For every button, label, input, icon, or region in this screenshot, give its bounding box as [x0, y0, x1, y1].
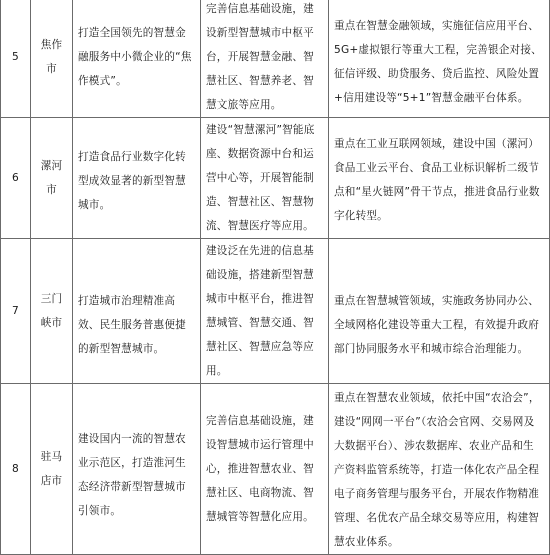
- city-name: 漯河市: [31, 118, 73, 239]
- goal-text: 打造食品行业数字化转型成效显著的新型智慧城市。: [73, 118, 201, 239]
- infrastructure-text: 建设“智慧漯河”智能底座、数据资源中台和运营中心等，开展智能制造、智慧社区、智慧物流、智慧医疗等应用。: [201, 118, 329, 239]
- infrastructure-text: 完善信息基础设施，建设智慧城市运行管理中心，推进智慧农业、智慧社区、电商物流、智慧城管等智慧化应用。: [201, 384, 329, 555]
- table-row: [1, 118, 550, 239]
- row-number: 5: [1, 0, 31, 118]
- infrastructure-text: 完善信息基础设施，建设新型智慧城市中枢平台，开展智慧金融、智慧社区、智慧养老、智慧文旅等应用。: [201, 0, 329, 118]
- row-number: 6: [1, 118, 31, 239]
- row-number: 8: [1, 384, 31, 555]
- table-row: [1, 0, 550, 118]
- infrastructure-text: 建设泛在先进的信息基础设施，搭建新型智慧城市中枢平台，推进智慧城管、智慧交通、智慧社区、智慧应急等应用。: [201, 239, 329, 384]
- city-name: 驻马店市: [31, 384, 73, 555]
- focus-text: 重点在智慧城管领域，实施政务协同办公、全域网格化建设等重大工程，有效提升政府部门协同服务水平和城市综合治理能力。: [329, 239, 550, 384]
- city-name: 三门峡市: [31, 239, 73, 384]
- goal-text: 建设国内一流的智慧农业示范区，打造淮河生态经济带新型智慧城市引领市。: [73, 384, 201, 555]
- focus-text: 重点在工业互联网领域，建设中国（漯河）食品工业云平台、食品工业标识解析二级节点和“星火链网”骨干节点，推进食品行业数字化转型。: [329, 118, 550, 239]
- goal-text: 打造全国领先的智慧金融服务中小微企业的“焦作模式”。: [73, 0, 201, 118]
- table-row: [1, 384, 550, 555]
- focus-text: 重点在智慧农业领域，依托中国“农洽会”，建设“网网一平台”（农洽会官网、交易网及大数据平台）、涉农数据库、农业产品和生产资料监管系统等，打造一体化农产品全程电子商务管理与服务平台，开展农作物精准管理、名优农产品全球交易等应用，构建智慧农业体系。: [329, 384, 550, 555]
- goal-text: 打造城市治理精准高效、民生服务普惠便捷的新型智慧城市。: [73, 239, 201, 384]
- city-name: 焦作市: [31, 0, 73, 118]
- row-number: 7: [1, 239, 31, 384]
- focus-text: 重点在智慧金融领域，实施征信应用平台、5G+虚拟银行等重大工程，完善银企对接、征信评级、助贷服务、贷后监控、风险处置+信用建设等“5+1”智慧金融平台体系。: [329, 0, 550, 118]
- table-row: [1, 239, 550, 384]
